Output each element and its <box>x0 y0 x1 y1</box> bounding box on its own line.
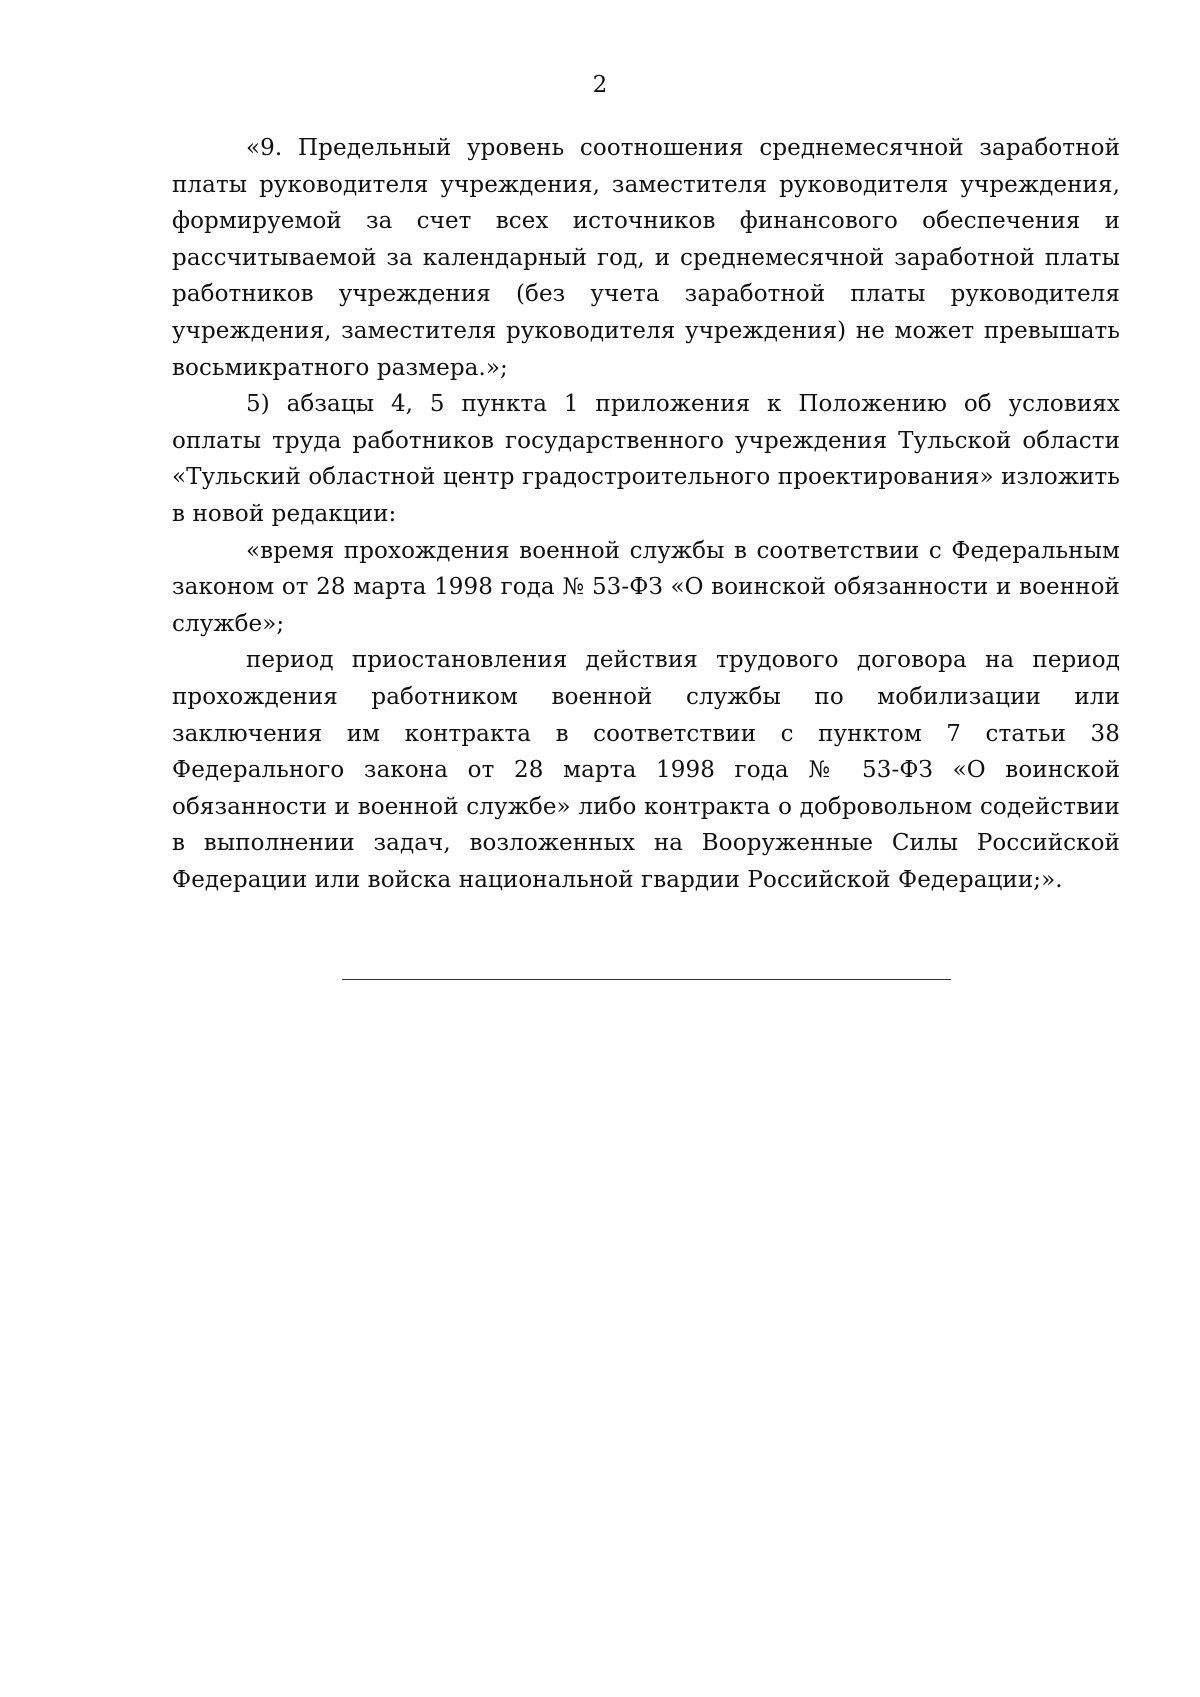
document-body <box>172 130 1120 898</box>
paragraph-item-9-salary-ratio: «9. Предельный уровень соотношения среднемесячной заработной платы руководителя учреждения, заместителя руководителя учреждения, формируемой за счет всех источников финансового обеспечения и рассчитываемой за календарный год, и среднемесячной заработной платы работников учреждения (без учета заработной платы руководителя учреждения, заместителя руководителя учреждения) не может превышать восьмикратного размера.»; <box>172 135 1120 381</box>
end-divider-line <box>342 979 951 980</box>
paragraph-contract-suspension: период приостановления действия трудового договора на период прохождения работником военной службы по мобилизации или заключения им контракта в соответствии с пунктом 7 статьи 38 Федерального закона от 28 марта 1998 года № 53-ФЗ «О воинской обязанности и военной службе» либо контракта о добровольном содействии в выполнении задач, возложенных на Вооруженные Силы Российской Федерации или войска национальной гвардии Российской Федерации;». <box>172 647 1120 893</box>
page-number: 2 <box>592 72 608 98</box>
paragraph-amendment-5: 5) абзацы 4, 5 пункта 1 приложения к Положению об условиях оплаты труда работников государственного учреждения Тульской области «Тульский областной центр градостроительного проектирования» изложить в новой редакции: <box>172 391 1120 527</box>
paragraph-military-service-time: «время прохождения военной службы в соответствии с Федеральным законом от 28 марта 1998 года № 53-ФЗ «О воинской обязанности и военной службе»; <box>172 537 1120 637</box>
